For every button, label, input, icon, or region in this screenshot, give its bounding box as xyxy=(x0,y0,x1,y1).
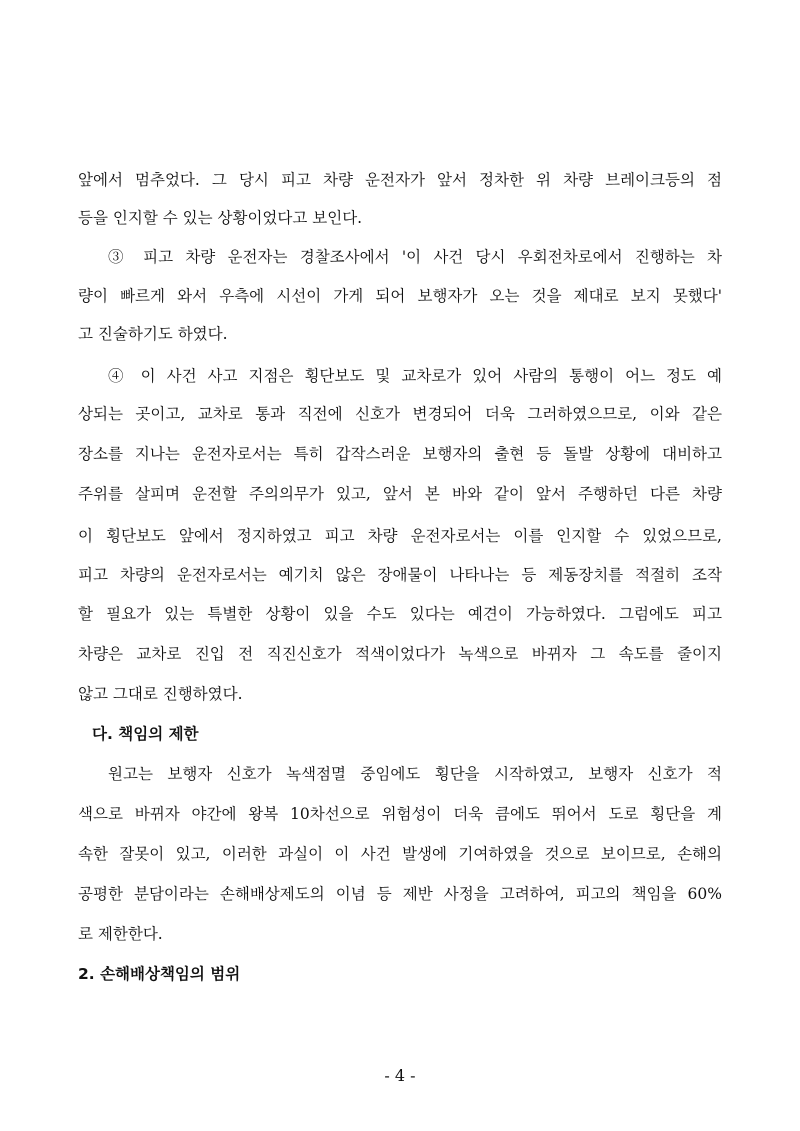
paragraph-line: 할 필요가 있는 특별한 상황이 있을 수도 있다는 예견이 가능하였다. 그럼에도 피고 xyxy=(78,605,722,623)
section-heading-liability-limit: 다. 책임의 제한 xyxy=(92,725,199,743)
paragraph-line: 주위를 살피며 운전할 주의의무가 있고, 앞서 본 바와 같이 앞서 주행하던 다른 차량 xyxy=(78,485,722,503)
page-number: - 4 - xyxy=(384,1066,416,1085)
paragraph-line: 피고 차량의 운전자로서는 예기치 않은 장애물이 나타나는 등 제동장치를 적절히 조작 xyxy=(78,566,722,584)
paragraph-line: 속한 잘못이 있고, 이러한 과실이 이 사건 발생에 기여하였을 것으로 보이므로, 손해의 xyxy=(78,845,722,863)
paragraph-line: 앞에서 멈추었다. 그 당시 피고 차량 운전자가 앞서 정차한 위 차량 브레이크등의 점 xyxy=(78,171,722,189)
paragraph-line: ③ 피고 차량 운전자는 경찰조사에서 '이 사건 당시 우회전차로에서 진행하는 차 xyxy=(108,248,722,266)
paragraph-line: 량이 빠르게 와서 우측에 시선이 가게 되어 보행자가 오는 것을 제대로 보지 못했다' xyxy=(78,287,722,305)
paragraph-line: 등을 인지할 수 있는 상황이었다고 보인다. xyxy=(78,209,363,227)
paragraph-line: 이 횡단보도 앞에서 정지하였고 피고 차량 운전자로서는 이를 인지할 수 있었으므로, xyxy=(78,527,722,545)
paragraph-line: 차량은 교차로 진입 전 직진신호가 적색이었다가 녹색으로 바뀌자 그 속도를 줄이지 xyxy=(78,645,722,663)
paragraph-line: 원고는 보행자 신호가 녹색점멸 중임에도 횡단을 시작하였고, 보행자 신호가 적 xyxy=(108,765,722,783)
paragraph-line: 상되는 곳이고, 교차로 통과 직전에 신호가 변경되어 더욱 그러하였으므로, 이와 같은 xyxy=(78,405,722,423)
paragraph-line: 고 진술하기도 하였다. xyxy=(78,325,228,343)
paragraph-line: ④ 이 사건 사고 지점은 횡단보도 및 교차로가 있어 사람의 통행이 어느 정도 예 xyxy=(108,367,722,385)
paragraph-line: 않고 그대로 진행하였다. xyxy=(78,685,243,703)
paragraph-line: 로 제한한다. xyxy=(78,925,163,943)
paragraph-line: 장소를 지나는 운전자로서는 특히 갑작스러운 보행자의 출현 등 돌발 상황에 대비하고 xyxy=(78,445,722,463)
paragraph-line: 색으로 바뀌자 야간에 왕복 10차선으로 위험성이 더욱 큼에도 뛰어서 도로 횡단을 계 xyxy=(78,805,722,823)
section-heading-damages-scope: 2. 손해배상책임의 범위 xyxy=(78,965,241,983)
paragraph-line: 공평한 분담이라는 손해배상제도의 이념 등 제반 사정을 고려하여, 피고의 책임을 60% xyxy=(78,885,722,903)
